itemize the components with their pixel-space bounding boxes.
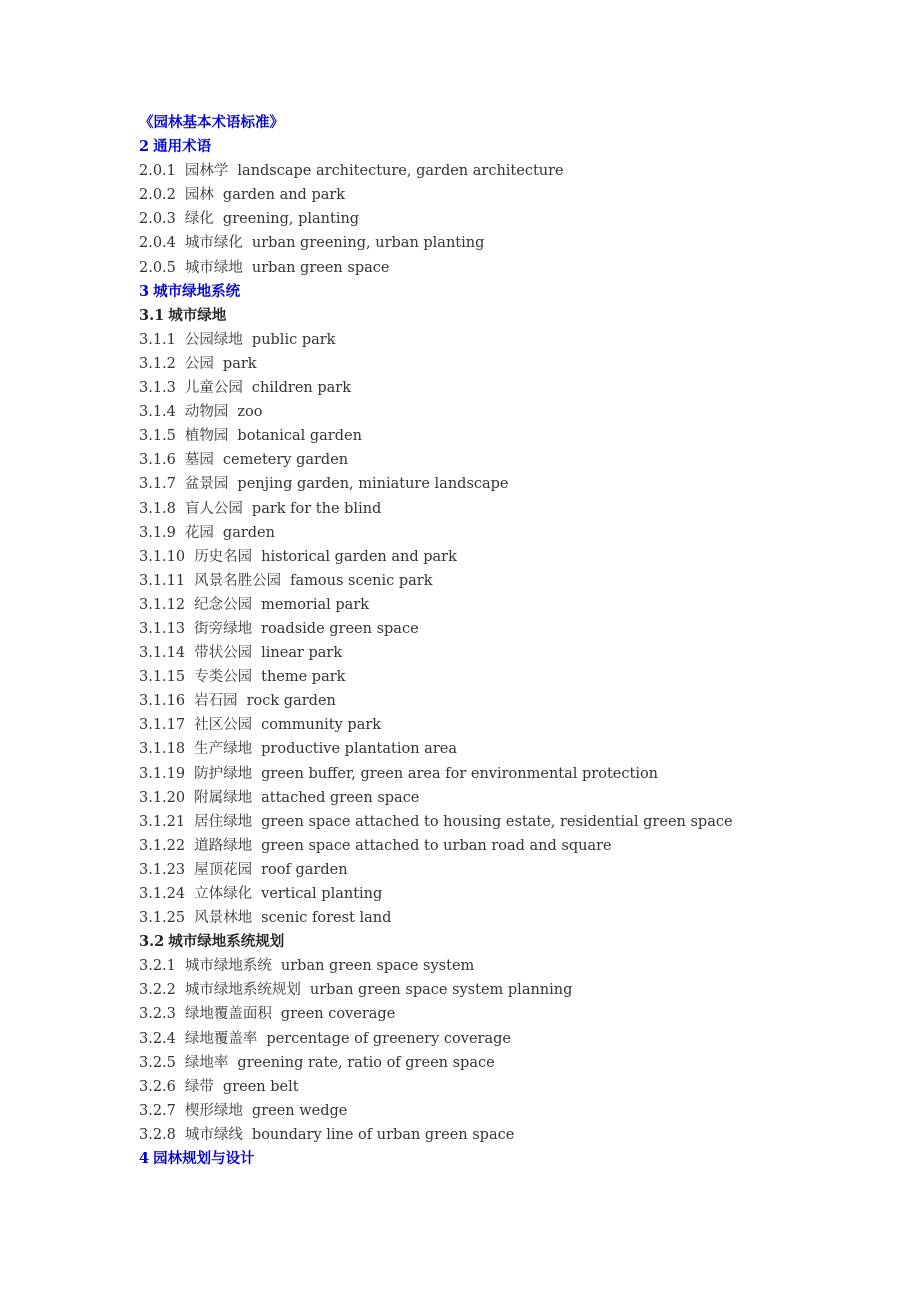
term-number: 3.1.22 [139, 837, 186, 854]
term-row [139, 231, 890, 255]
term-english: urban green space system [280, 958, 475, 975]
term-number: 3.1.10 [139, 548, 186, 565]
term-number: 3.2.2 [139, 982, 176, 999]
term-row [139, 689, 890, 713]
term-english: rock garden [246, 693, 336, 710]
subsection-heading [139, 930, 890, 954]
term-chinese: 通用术语 [153, 138, 212, 156]
term-english: landscape architecture, garden architecture [237, 163, 564, 180]
term-number: 2.0.5 [139, 259, 176, 276]
term-chinese: 公园 [184, 355, 214, 372]
term-row [139, 183, 890, 207]
term-english: penjing garden, miniature landscape [237, 476, 509, 493]
term-english: urban green space system planning [309, 982, 573, 999]
term-english: famous scenic park [290, 572, 433, 589]
term-chinese: 绿化 [184, 211, 214, 228]
term-number: 2.0.1 [139, 163, 176, 180]
term-english: green buffer, green area for environmental protection [261, 765, 659, 782]
term-row [139, 256, 890, 280]
term-chinese: 生产绿地 [194, 741, 253, 758]
term-chinese: 立体绿化 [194, 886, 253, 902]
section-heading [139, 1147, 890, 1171]
term-chinese: 居住绿地 [194, 813, 253, 830]
term-chinese: 绿地覆盖率 [184, 1030, 258, 1047]
term-english: boundary line of urban green space [251, 1126, 515, 1143]
term-row [139, 1075, 890, 1099]
term-number: 3.2.6 [139, 1078, 176, 1095]
term-row [139, 424, 890, 448]
term-chinese: 园林学 [184, 163, 229, 180]
term-english: scenic forest land [261, 910, 392, 927]
term-english: community park [261, 717, 382, 734]
term-english: public park [251, 331, 336, 348]
term-number: 3.2.4 [139, 1030, 176, 1047]
document-page [139, 111, 890, 1171]
term-number: 2.0.3 [139, 211, 176, 228]
term-number: 3.1.16 [139, 693, 186, 710]
term-number: 3.1.3 [139, 380, 176, 397]
term-row [139, 593, 890, 617]
term-english: cemetery garden [222, 452, 349, 469]
term-english: productive plantation area [261, 741, 457, 758]
term-row [139, 617, 890, 641]
term-number: 3.1.20 [139, 789, 186, 806]
term-chinese: 绿带 [184, 1078, 214, 1095]
term-row [139, 159, 890, 183]
term-number: 3.1.5 [139, 428, 176, 445]
term-chinese: 盆景园 [184, 476, 229, 493]
term-chinese: 社区公园 [194, 717, 253, 734]
term-number: 4 [139, 1150, 150, 1168]
term-number: 3.2.7 [139, 1102, 176, 1119]
term-number: 3.1.12 [139, 596, 186, 613]
term-chinese: 城市绿地 [168, 306, 227, 324]
term-chinese: 城市绿地系统 [184, 958, 272, 975]
term-number: 3.1.14 [139, 645, 186, 662]
term-chinese: 道路绿地 [194, 837, 253, 854]
term-chinese: 绿地覆盖面积 [184, 1006, 272, 1023]
term-number: 2 [139, 138, 150, 156]
term-chinese: 屋顶花园 [194, 861, 253, 878]
section-heading [139, 280, 890, 304]
term-number: 3.1.8 [139, 500, 176, 517]
term-english: percentage of greenery coverage [266, 1030, 511, 1047]
term-english: roof garden [261, 861, 348, 878]
term-english: roadside green space [261, 620, 419, 637]
term-number: 3.1.2 [139, 355, 176, 372]
term-number: 3.1.24 [139, 886, 186, 902]
term-number: 3.1.11 [139, 572, 186, 589]
term-english: green space attached to housing estate, residential green space [261, 813, 733, 830]
term-number: 3 [139, 282, 150, 300]
term-english: green space attached to urban road and square [261, 837, 612, 854]
term-chinese: 楔形绿地 [184, 1102, 243, 1119]
term-row [139, 713, 890, 737]
term-chinese: 盲人公园 [184, 500, 243, 517]
term-row [139, 665, 890, 689]
term-chinese: 岩石园 [194, 693, 238, 710]
term-chinese: 城市绿化 [184, 235, 243, 252]
term-english: vertical planting [261, 886, 383, 902]
term-chinese: 纪念公园 [194, 596, 253, 613]
term-english: park for the blind [251, 500, 382, 517]
term-list [139, 135, 890, 1171]
term-chinese: 防护绿地 [194, 765, 253, 782]
term-row [139, 497, 890, 521]
term-number: 3.2.3 [139, 1006, 176, 1023]
term-number: 3.1.17 [139, 717, 186, 734]
term-chinese: 附属绿地 [194, 789, 253, 806]
section-heading [139, 135, 890, 159]
term-english: urban green space [251, 259, 390, 276]
term-chinese: 城市绿地系统 [153, 282, 241, 300]
term-chinese: 公园绿地 [184, 331, 243, 348]
term-chinese: 墓园 [184, 452, 214, 469]
term-english: theme park [261, 669, 346, 686]
term-chinese: 风景名胜公园 [194, 572, 282, 589]
term-row [139, 762, 890, 786]
term-number: 3.1.9 [139, 524, 176, 541]
term-chinese: 城市绿地系统规划 [184, 982, 301, 999]
term-number: 3.2.5 [139, 1054, 176, 1071]
term-english: children park [251, 380, 352, 397]
term-chinese: 动物园 [184, 404, 229, 421]
term-number: 3.1.7 [139, 476, 176, 493]
term-row [139, 352, 890, 376]
term-row [139, 858, 890, 882]
term-row [139, 376, 890, 400]
term-chinese: 城市绿线 [184, 1126, 243, 1143]
term-chinese: 绿地率 [184, 1054, 229, 1071]
term-number: 2.0.4 [139, 235, 176, 252]
term-english: green coverage [280, 1006, 396, 1023]
term-number: 3.1.13 [139, 620, 186, 637]
term-row [139, 1123, 890, 1147]
term-row [139, 810, 890, 834]
term-row [139, 472, 890, 496]
subsection-heading [139, 304, 890, 328]
term-number: 3.1.19 [139, 765, 186, 782]
term-row [139, 786, 890, 810]
term-english: garden and park [222, 187, 346, 204]
term-number: 3.1.15 [139, 669, 186, 686]
term-number: 3.2 [139, 933, 165, 951]
term-number: 3.1.25 [139, 910, 186, 927]
term-english: green wedge [251, 1102, 348, 1119]
term-english: garden [222, 524, 275, 541]
term-number: 3.1 [139, 306, 165, 324]
term-row [139, 882, 890, 906]
term-english: urban greening, urban planting [251, 235, 485, 252]
term-english: botanical garden [237, 428, 362, 445]
term-english: attached green space [261, 789, 420, 806]
term-english: memorial park [261, 596, 370, 613]
term-row [139, 207, 890, 231]
term-row [139, 521, 890, 545]
term-number: 3.1.23 [139, 861, 186, 878]
term-number: 3.1.1 [139, 331, 176, 348]
term-chinese: 街旁绿地 [194, 620, 253, 637]
term-row [139, 834, 890, 858]
term-english: linear park [261, 645, 343, 662]
term-row [139, 737, 890, 761]
term-english: greening rate, ratio of green space [237, 1054, 495, 1071]
term-chinese: 儿童公园 [184, 380, 243, 397]
term-chinese: 花园 [184, 524, 214, 541]
term-number: 3.2.8 [139, 1126, 176, 1143]
term-chinese: 园林规划与设计 [153, 1150, 255, 1168]
term-chinese: 植物园 [184, 428, 229, 445]
term-row [139, 545, 890, 569]
term-number: 3.1.18 [139, 741, 186, 758]
term-english: historical garden and park [261, 548, 457, 565]
term-number: 3.1.21 [139, 813, 186, 830]
term-row [139, 978, 890, 1002]
term-row [139, 400, 890, 424]
term-chinese: 风景林地 [194, 910, 253, 927]
term-number: 3.1.4 [139, 404, 176, 421]
term-row [139, 1099, 890, 1123]
term-english: park [222, 355, 257, 372]
term-row [139, 1027, 890, 1051]
term-english: greening, planting [222, 211, 360, 228]
term-row [139, 641, 890, 665]
term-row [139, 1002, 890, 1026]
term-chinese: 城市绿地 [184, 259, 243, 276]
term-row [139, 954, 890, 978]
term-row [139, 1051, 890, 1075]
term-number: 3.1.6 [139, 452, 176, 469]
term-english: green belt [222, 1078, 299, 1095]
term-english: zoo [237, 404, 263, 421]
term-number: 3.2.1 [139, 958, 176, 975]
term-chinese: 带状公园 [194, 645, 253, 662]
document-title: 《园林基本术语标准》 [139, 114, 284, 131]
term-row [139, 328, 890, 352]
term-chinese: 专类公园 [194, 669, 253, 686]
term-chinese: 园林 [184, 187, 214, 204]
term-number: 2.0.2 [139, 187, 176, 204]
term-row [139, 569, 890, 593]
term-chinese: 城市绿地系统规划 [168, 933, 285, 951]
term-row [139, 448, 890, 472]
term-row [139, 906, 890, 930]
term-chinese: 历史名园 [194, 548, 253, 565]
